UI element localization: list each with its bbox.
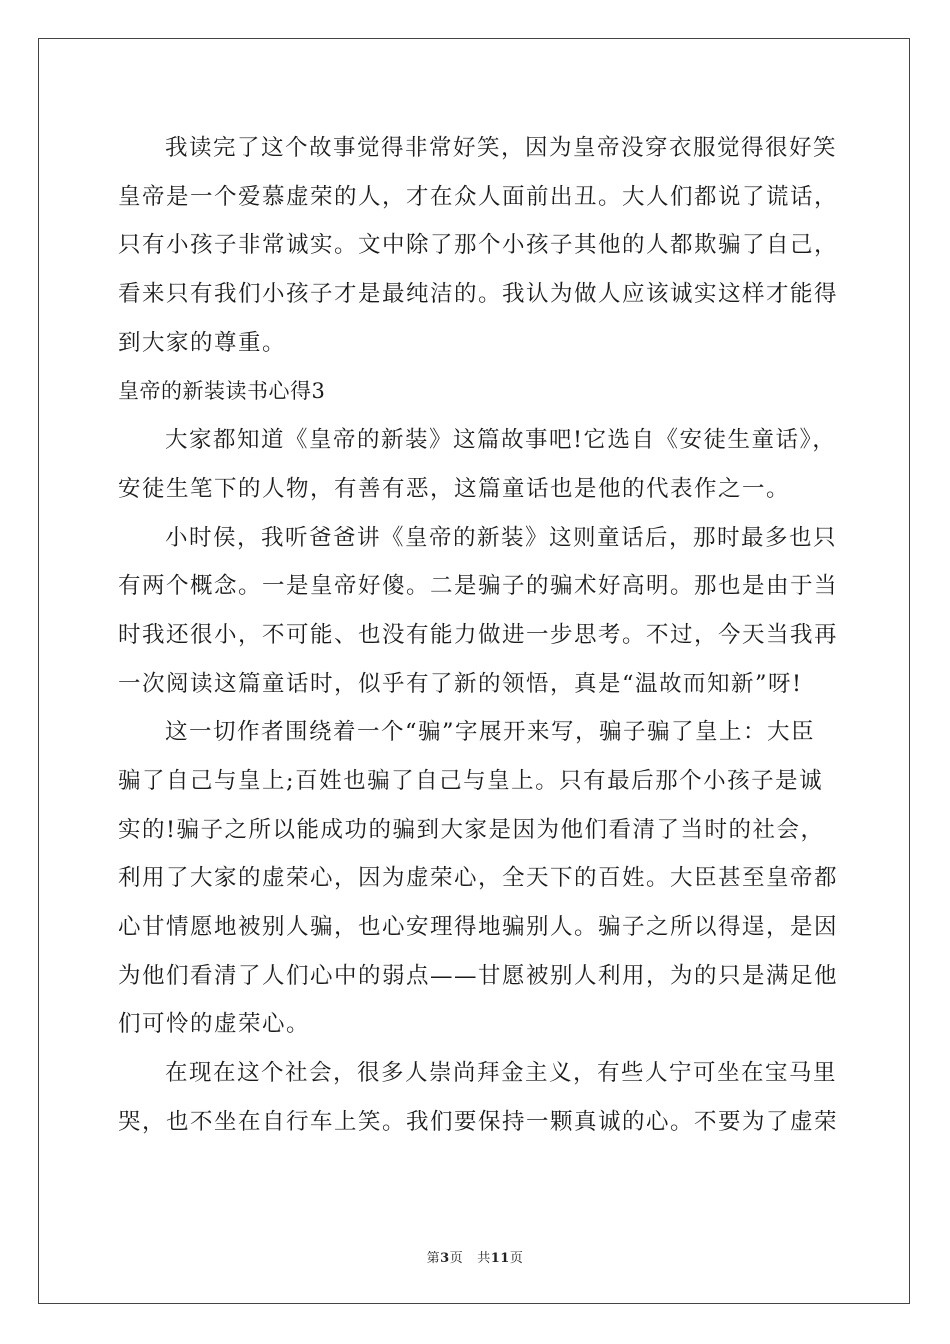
page-prefix: 第 xyxy=(426,1251,441,1266)
total-pages-number: 11 xyxy=(490,1251,510,1266)
paragraph-line: 安徒生笔下的人物，有善有恶，这篇童话也是他的代表作之一。 xyxy=(118,475,791,502)
page-suffix: 页 xyxy=(449,1251,464,1266)
paragraph-line: 大家都知道《皇帝的新装》这篇故事吧!它选自《安徒生童话》， xyxy=(165,427,837,454)
paragraph-line: 我读完了这个故事觉得非常好笑，因为皇帝没穿衣服觉得很好笑 xyxy=(165,135,838,161)
paragraph-line: 利用了大家的虚荣心，因为虚荣心，全天下的百姓。大臣甚至皇帝都 xyxy=(118,865,839,892)
paragraph-line: 皇帝是一个爱慕虚荣的人，才在众人面前出丑。大人们都说了谎话， xyxy=(118,183,839,210)
paragraph-line: 们可怜的虚荣心。 xyxy=(118,1011,311,1038)
paragraph-line: 实的!骗子之所以能成功的骗到大家是因为他们看清了当时的社会， xyxy=(118,816,825,843)
paragraph-line: 哭，也不坐在自行车上笑。我们要保持一颗真诚的心。不要为了虚荣 xyxy=(118,1108,839,1135)
paragraph-line: 一次阅读这篇童话时，似乎有了新的领悟，真是“温故而知新”呀! xyxy=(118,670,803,697)
paragraph-line: 骗了自己与皇上;百姓也骗了自己与皇上。只有最后那个小孩子是诚 xyxy=(118,767,824,794)
paragraph-line: 到大家的尊重。 xyxy=(118,329,287,356)
current-page-number: 3 xyxy=(440,1251,450,1266)
section-heading: 皇帝的新装读书心得3 xyxy=(118,379,326,404)
paragraph-line: 这一切作者围绕着一个“骗”字展开来写，骗子骗了皇上：大臣 xyxy=(165,719,816,746)
paragraph-line: 心甘情愿地被别人骗，也心安理得地骗别人。骗子之所以得逞，是因 xyxy=(118,914,839,940)
paragraph-line: 看来只有我们小孩子才是最纯洁的。我认为做人应该诚实这样才能得 xyxy=(118,281,839,308)
document-body xyxy=(118,124,838,1146)
paragraph-line: 在现在这个社会，很多人崇尚拜金主义，有些人宁可坐在宝马里 xyxy=(165,1060,838,1087)
total-prefix: 共 xyxy=(477,1251,491,1266)
total-suffix: 页 xyxy=(509,1251,524,1266)
paragraph-line: 只有小孩子非常诚实。文中除了那个小孩子其他的人都欺骗了自己， xyxy=(118,232,839,259)
paragraph-line: 有两个概念。一是皇帝好傻。二是骗子的骗术好高明。那也是由于当 xyxy=(118,573,839,600)
paragraph-line: 为他们看清了人们心中的弱点——甘愿被别人利用，为的只是满足他 xyxy=(118,962,839,989)
paragraph-line: 小时侯，我听爸爸讲《皇帝的新装》这则童话后，那时最多也只 xyxy=(165,524,838,551)
page-footer xyxy=(0,1247,950,1266)
paragraph-line: 时我还很小，不可能、也没有能力做进一步思考。不过，今天当我再 xyxy=(118,621,839,648)
